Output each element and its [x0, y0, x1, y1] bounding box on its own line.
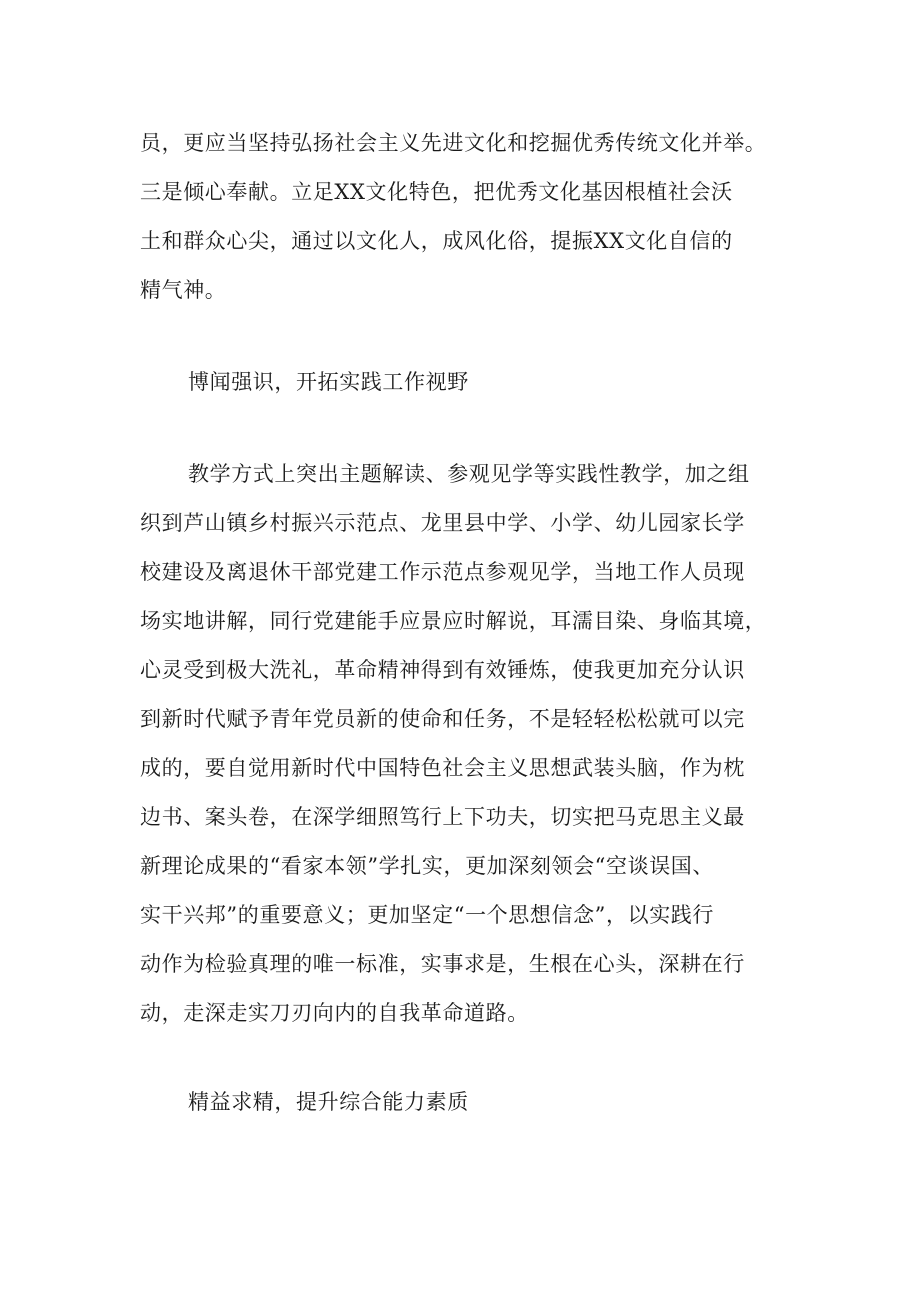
paragraph-2-line-2: 织到芦山镇乡村振兴示范点、龙里县中学、小学、幼儿园家长学 [140, 511, 745, 535]
paragraph-2-line-9: 新理论成果的“看家本领”学扎实，更加深刻领会“空谈误国、 [140, 854, 715, 878]
section-heading-2: 精益求精，提升综合能力素质 [188, 1090, 469, 1114]
paragraph-2-line-12: 动，走深走实刀刃向内的自我革命道路。 [140, 1001, 529, 1025]
paragraph-1-line-3: 土和群众心尖，通过以文化人，成风化俗，提振XX文化自信的 [140, 229, 733, 253]
paragraph-2-line-8: 边书、案头卷，在深学细照笃行上下功夫，切实把马克思主义最 [140, 805, 745, 829]
paragraph-2-line-5: 心灵受到极大洗礼，革命精神得到有效锤炼，使我更加充分认识 [140, 658, 745, 682]
paragraph-2-line-7: 成的，要自觉用新时代中国特色社会主义思想武装头脑，作为枕 [140, 756, 745, 780]
paragraph-1-line-4: 精气神。 [140, 278, 227, 302]
paragraph-2-line-4: 场实地讲解，同行党建能手应景应时解说，耳濡目染、身临其境， [140, 609, 767, 633]
paragraph-2-line-6: 到新时代赋予青年党员新的使命和任务，不是轻轻松松就可以完 [140, 707, 745, 731]
paragraph-2-line-10: 实干兴邦”的重要意义；更加坚定“一个思想信念”，以实践行 [140, 903, 715, 927]
paragraph-2-line-1: 教学方式上突出主题解读、参观见学等实践性教学，加之组 [188, 462, 750, 486]
paragraph-1-line-1: 员，更应当坚持弘扬社会主义先进文化和挖掘优秀传统文化并举。 [140, 131, 767, 155]
paragraph-2-line-11: 动作为检验真理的唯一标准，实事求是，生根在心头，深耕在行 [140, 952, 745, 976]
paragraph-1-line-2: 三是倾心奉献。立足XX文化特色，把优秀文化基因根植社会沃 [140, 180, 733, 204]
paragraph-2-line-3: 校建设及离退休干部党建工作示范点参观见学，当地工作人员现 [140, 560, 745, 584]
section-heading-1: 博闻强识，开拓实践工作视野 [188, 370, 469, 394]
